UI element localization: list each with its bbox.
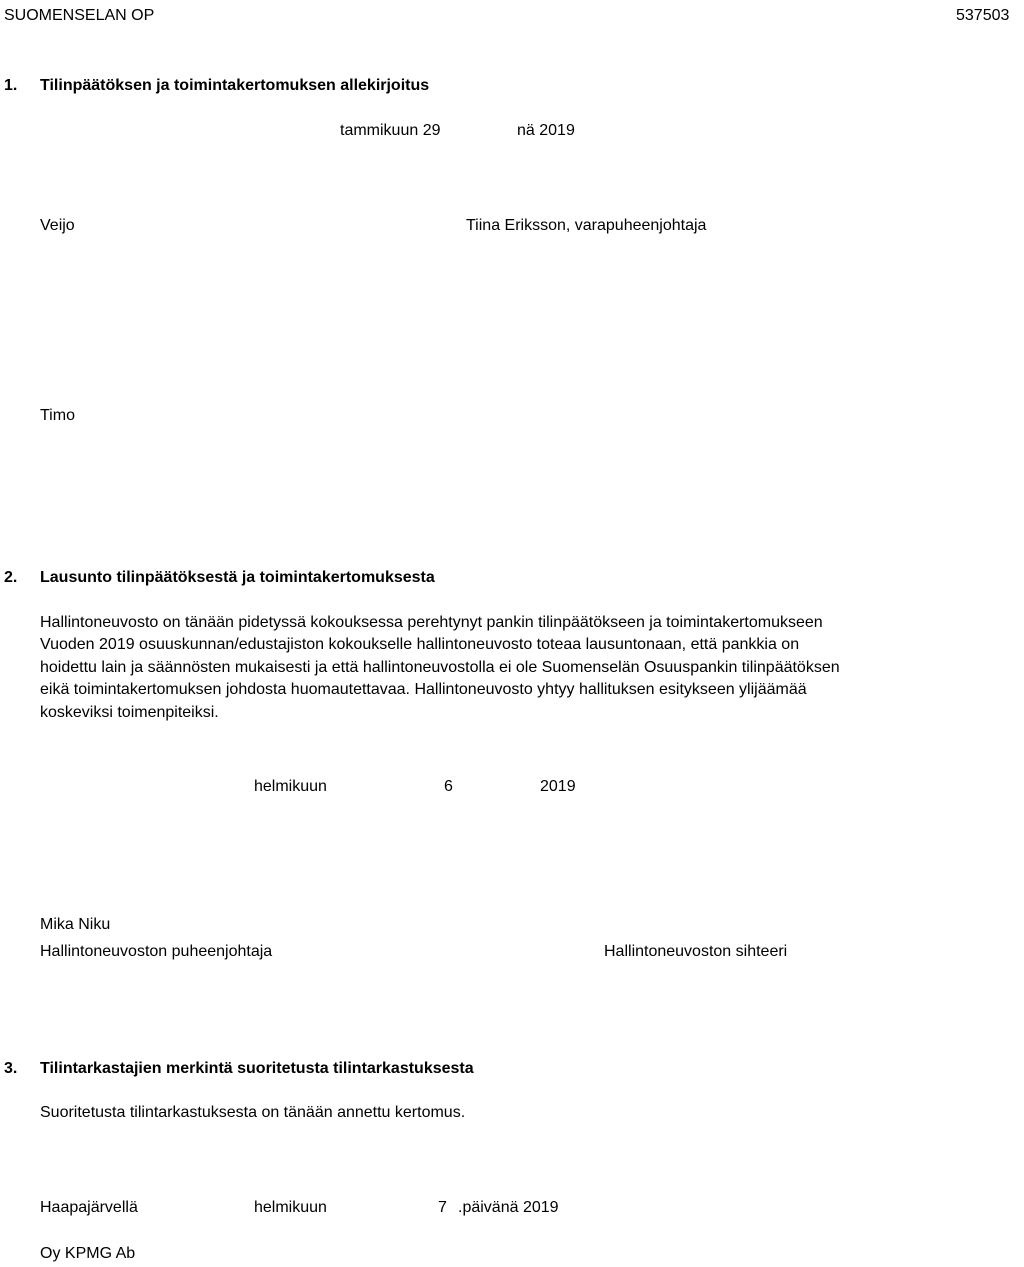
- secretary-title: Hallintoneuvoston sihteeri: [604, 943, 788, 960]
- paragraph-line: Vuoden 2019 osuuskunnan/edustajiston kokoukselle hallintoneuvosto toteaa lausuntonaan, että pankkia on: [40, 636, 800, 654]
- paragraph-line: koskeviksi toimenpiteiksi.: [40, 703, 219, 721]
- section-2-date-year: 2019: [540, 778, 576, 795]
- signer-timo: Timo: [40, 407, 75, 424]
- section-3-date-day: 7: [438, 1199, 447, 1216]
- section-2-date-month: helmikuun: [254, 778, 327, 795]
- section-3-place: Haapajärvellä: [40, 1199, 138, 1216]
- paragraph-line: eikä toimintakertomuksen johdosta huomautettavaa. Hallintoneuvosto yhtyy hallituksen esitykseen ylijäämää: [40, 681, 807, 699]
- section-1-date-month: tammikuun 29: [340, 122, 441, 139]
- document-code: 537503: [956, 7, 1010, 24]
- section-1-date-year: nä 2019: [517, 122, 575, 139]
- section-2-title: Lausunto tilinpäätöksestä ja toimintakertomuksesta: [40, 569, 435, 586]
- section-3-number: 3.: [4, 1060, 18, 1077]
- section-1-number: 1.: [4, 77, 18, 94]
- signer-veijo: Veijo: [40, 217, 75, 234]
- section-1-title: Tilinpäätöksen ja toimintakertomuksen allekirjoitus: [40, 77, 430, 94]
- section-3-date-suffix: .päivänä 2019: [458, 1199, 559, 1216]
- section-3-date-month: helmikuun: [254, 1199, 327, 1216]
- paragraph-line: hoidettu lain ja säännösten mukaisesti ja että hallintoneuvostolla ei ole Suomenselän Osuuspankin tilinpäätöksen: [40, 658, 840, 676]
- chair-name: Mika Niku: [40, 916, 111, 933]
- chair-title: Hallintoneuvoston puheenjohtaja: [40, 943, 273, 960]
- section-2-date-day: 6: [444, 778, 453, 795]
- signer-tiina-eriksson: Tiina Eriksson, varapuheenjohtaja: [466, 217, 707, 234]
- section-3-title: Tilintarkastajien merkintä suoritetusta tilintarkastuksesta: [40, 1060, 474, 1077]
- section-2-paragraph: [40, 612, 990, 724]
- auditor-name: Oy KPMG Ab: [40, 1245, 136, 1262]
- audit-statement: Suoritetusta tilintarkastuksesta on tänään annettu kertomus.: [40, 1104, 466, 1121]
- section-2-number: 2.: [4, 569, 18, 586]
- paragraph-line: Hallintoneuvosto on tänään pidetyssä kokouksessa perehtynyt pankin tilinpäätökseen ja toimintakertomukseen: [40, 614, 823, 631]
- company-name: SUOMENSELAN OP: [4, 7, 155, 24]
